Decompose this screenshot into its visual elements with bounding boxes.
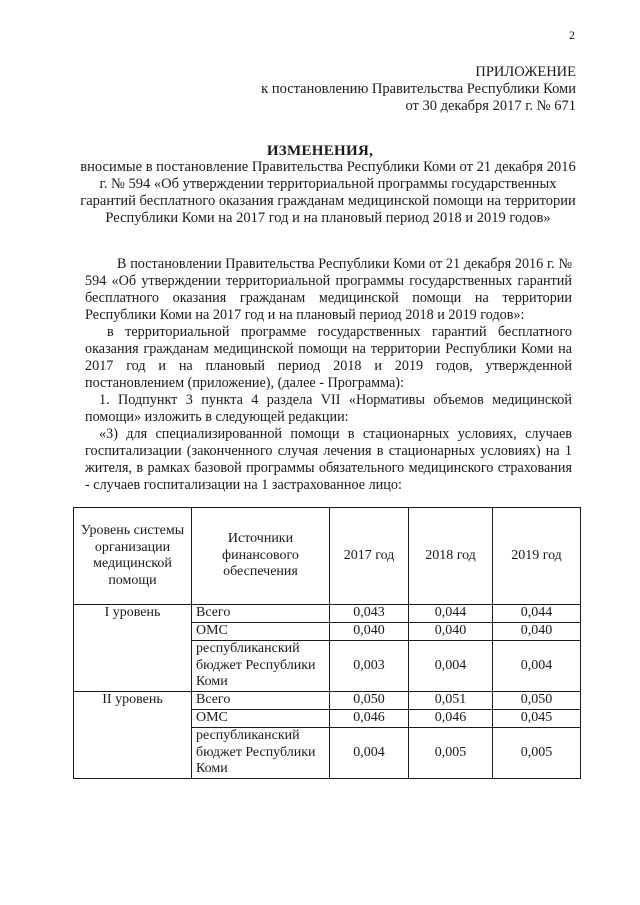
document-body xyxy=(85,256,572,494)
level-cell: I уровень xyxy=(74,605,192,692)
value-2018-cell: 0,040 xyxy=(409,623,493,641)
value-2017-cell: 0,043 xyxy=(330,605,409,623)
value-2019-cell: 0,004 xyxy=(493,641,581,692)
table-row xyxy=(74,692,581,710)
header-source: Источники финансового обеспечения xyxy=(192,508,330,605)
paragraph-1: В постановлении Правительства Республики Коми от 21 декабря 2016 г. № 594 «Об утверждении территориальной программы государственных гарантий бесплатного оказания гражданам медицинской помощи на территории Республики Коми на 2017 год и на плановый период 2018 и 2019 годов»: xyxy=(85,256,572,323)
source-cell: Всего xyxy=(192,605,330,623)
value-2017-cell: 0,046 xyxy=(330,710,409,728)
paragraph-4: «3) для специализированной помощи в стационарных условиях, случаев госпитализации (законченного случая лечения в стационарных условиях) на 1 жителя, в рамках базовой программы обязательного медицинского страхования - случаев госпитализации на 1 застрахованное лицо: xyxy=(85,426,572,493)
value-2019-cell: 0,040 xyxy=(493,623,581,641)
appendix-line-1: к постановлению Правительства Республики Коми xyxy=(261,81,576,97)
source-cell: ОМС xyxy=(192,623,330,641)
header-2019: 2019 год xyxy=(493,508,581,605)
table-row xyxy=(74,605,581,623)
value-2018-cell: 0,004 xyxy=(409,641,493,692)
table-header-row xyxy=(74,508,581,605)
header-level: Уровень системы организации медицинской помощи xyxy=(74,508,192,605)
value-2018-cell: 0,046 xyxy=(409,710,493,728)
value-2018-cell: 0,051 xyxy=(409,692,493,710)
value-2019-cell: 0,005 xyxy=(493,728,581,779)
value-2019-cell: 0,044 xyxy=(493,605,581,623)
source-cell: Всего xyxy=(192,692,330,710)
source-cell: республиканский бюджет Республики Коми xyxy=(192,641,330,692)
document-subtitle: вносимые в постановление Правительства Республики Коми от 21 декабря 2016 г. № 594 «Об утверждении территориальной программы государственных гарантий бесплатного оказания гражданам медицинской помощи на территории Республики Коми на 2017 год и на плановый период 2018 и 2019 годов» xyxy=(80,159,576,226)
appendix-header xyxy=(156,64,576,115)
value-2017-cell: 0,050 xyxy=(330,692,409,710)
paragraph-2: в территориальной программе государственных гарантий бесплатного оказания гражданам медицинской помощи на территории Республики Коми на 2017 год и на плановый период 2018 и 2019 годов, утвержденной постановлением (приложение), (далее - Программа): xyxy=(85,324,572,391)
paragraph-3: 1. Подпункт 3 пункта 4 раздела VII «Нормативы объемов медицинской помощи» изложить в следующей редакции: xyxy=(85,392,572,425)
level-cell: II уровень xyxy=(74,692,192,779)
norms-table xyxy=(73,507,581,779)
document-title: ИЗМЕНЕНИЯ, xyxy=(266,143,374,159)
value-2017-cell: 0,040 xyxy=(330,623,409,641)
value-2017-cell: 0,003 xyxy=(330,641,409,692)
header-2017: 2017 год xyxy=(330,508,409,605)
appendix-line-2: от 30 декабря 2017 г. № 671 xyxy=(405,98,576,114)
source-cell: ОМС xyxy=(192,710,330,728)
source-cell: республиканский бюджет Республики Коми xyxy=(192,728,330,779)
value-2018-cell: 0,005 xyxy=(409,728,493,779)
appendix-title: ПРИЛОЖЕНИЕ xyxy=(475,64,576,80)
page-number: 2 xyxy=(569,28,575,42)
value-2019-cell: 0,050 xyxy=(493,692,581,710)
header-2018: 2018 год xyxy=(409,508,493,605)
value-2018-cell: 0,044 xyxy=(409,605,493,623)
value-2019-cell: 0,045 xyxy=(493,710,581,728)
value-2017-cell: 0,004 xyxy=(330,728,409,779)
